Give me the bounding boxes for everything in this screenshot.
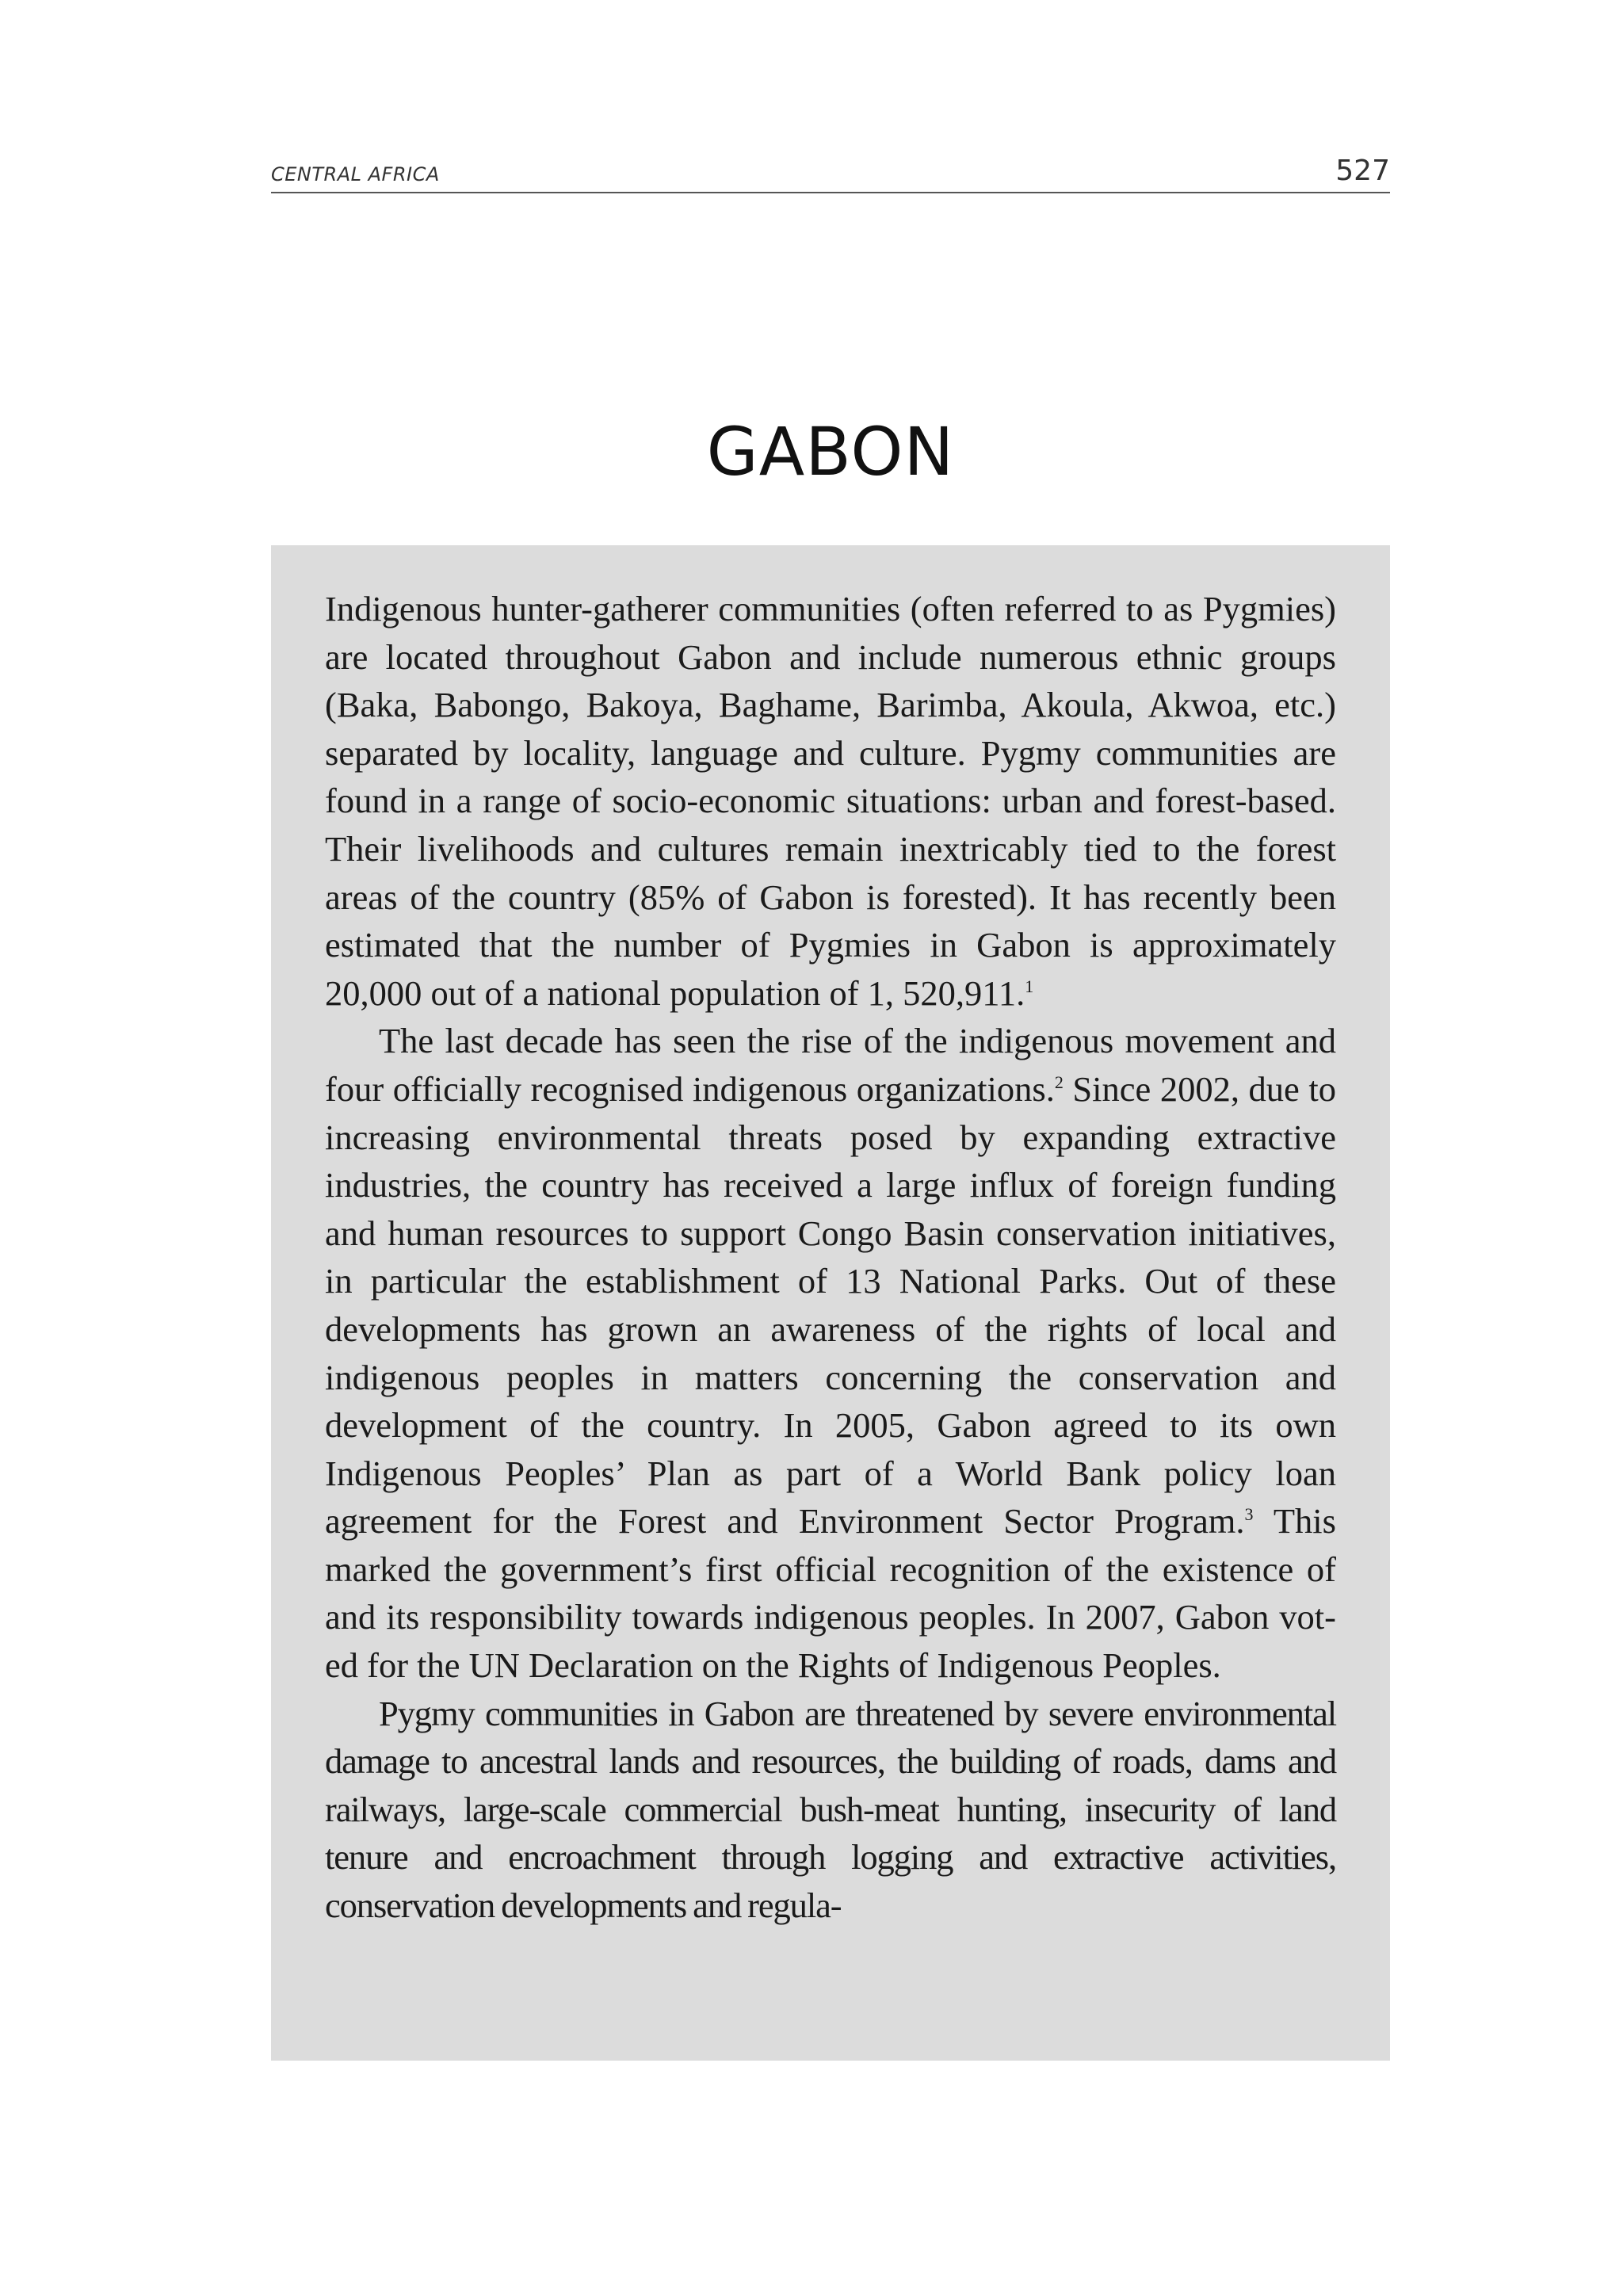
running-head-section: CENTRAL AFRICA	[271, 163, 440, 185]
running-head	[271, 151, 1390, 193]
paragraph-2-text-a: The last decade has seen the rise of the indigenous movement and four officially recognised indigenous organizations.	[325, 1021, 1336, 1109]
intro-box	[271, 545, 1390, 2061]
paragraph-3-text: Pygmy communities in Gabon are threatened by severe environmental damage to ancestral lands and resources, the building of roads, dams and railways, large-scale commercial bush-meat hunting, insecurity of land tenure and encroachment through logging and extractive activities, conservation developments and regula-	[325, 1693, 1336, 1926]
paragraph-1-text: Indigenous hunter-gatherer communities (often referred to as Pygmies) are located throughout Gabon and include numerous ethnic groups (Baka, Babongo, Bakoya, Baghame, Barimba, Akoula, Akwoa, etc.) separated by locality, language and culture. Pygmy communities are found in a range of socio-economic situations: urban and forest-based. Their livelihoods and cultures remain inextricably tied to the forest areas of the country (85% of Gabon is forested). It has recently been estimated that the number of Pygmies in Gabon is approximately 20,000 out of a national population of 1, 520,911.	[325, 589, 1336, 1013]
footnote-ref-1[interactable]: 1	[1025, 976, 1034, 996]
footnote-ref-2[interactable]: 2	[1054, 1072, 1064, 1093]
page-number: 527	[1335, 155, 1390, 187]
footnote-ref-3[interactable]: 3	[1244, 1504, 1254, 1525]
paragraph-2	[325, 1017, 1336, 1689]
paragraph-3	[325, 1690, 1336, 1930]
paragraph-1	[325, 585, 1336, 1017]
paragraph-2-text-b: Since 2002, due to increasing environmental threats posed by expanding extractive industries, the country has received a large influx of foreign funding and human resources to support Congo Basin conservation initiatives, in particular the establishment of 13 National Parks. Out of these developments has grown an awareness of the rights of local and indigenous peoples in matters concerning the conservation and development of the country. In 2005, Gabon agreed to its own Indigenous Peoples’ Plan as part of a World Bank policy loan agreement for the Forest and Environment Sector Program.	[325, 1068, 1337, 1541]
paragraph-2-text-c: This marked the government’s first official recognition of the existence of and its responsibility towards indigenous peoples. In 2007, Gabon voted for the UN Declaration on the Rights of Indigenous Peoples.	[325, 1501, 1336, 1686]
chapter-title: GABON	[706, 413, 955, 491]
